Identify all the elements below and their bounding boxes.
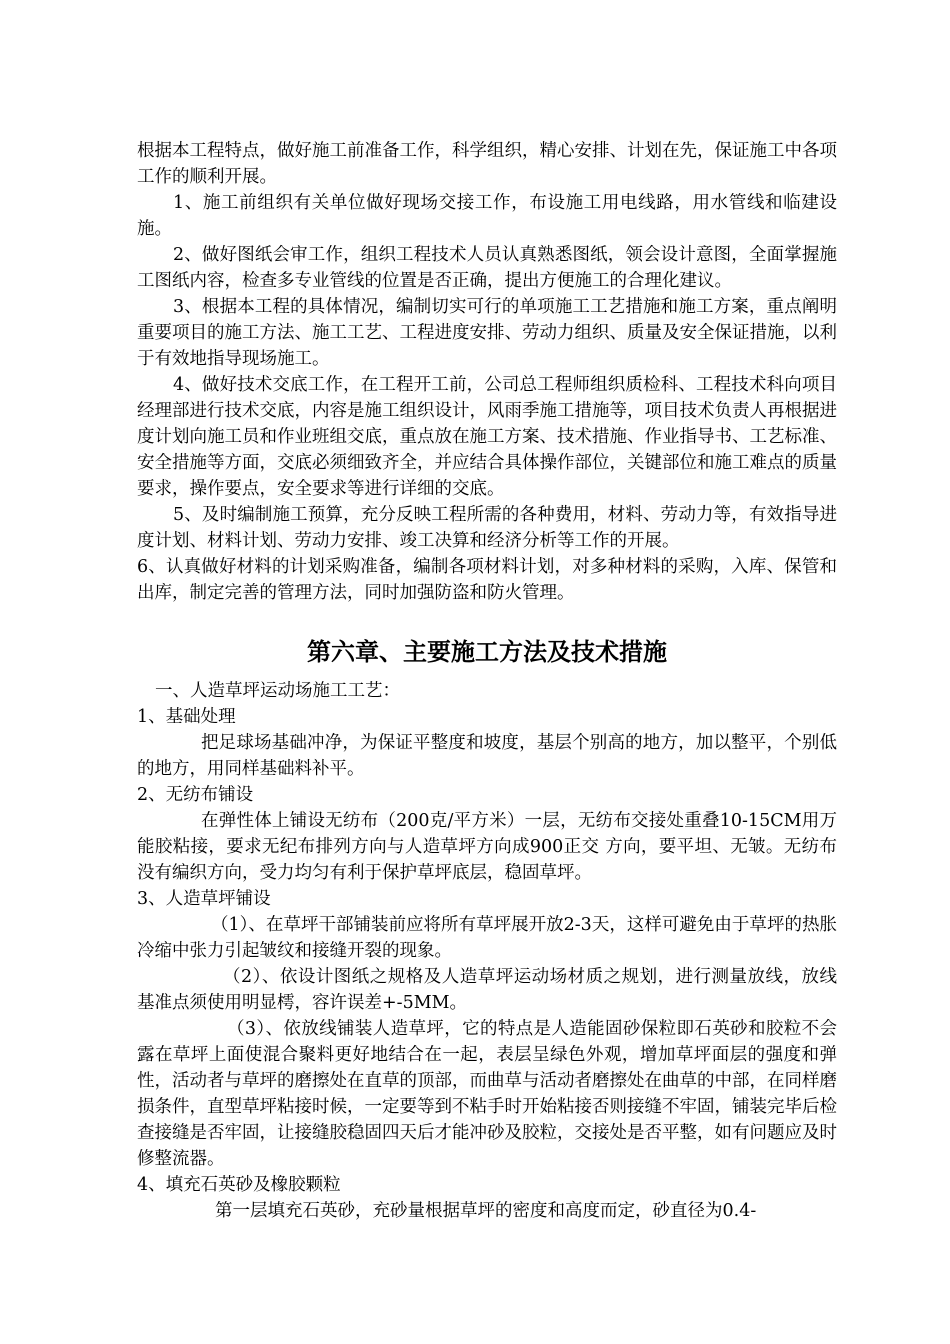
chapter-title: 第六章、主要施工方法及技术措施 <box>307 638 667 666</box>
subsection-text-3c: （3）、依放线铺装人造草坪，它的特点是人造能固砂保粒即石英砂和胶粒不会露在草坪上面使混合聚料更好地结合在一起，表层呈绿色外观，增加草坪面层的强度和弹性，活动者与草坪的磨擦处在直草的顶部，而曲草与活动者磨擦处在曲草的中部，在同样磨损条件，直型草坪粘接时候，一定要等到不粘手时开始粘接否则接缝不牢固，铺装完毕后检查接缝是否牢固，让接缝胶稳固四天后才能冲砂及胶粒，交接处是否平整，如有问题应及时修整流器。 <box>137 1019 837 1169</box>
paragraph-intro: 根据本工程特点，做好施工前准备工作，科学组织，精心安排、计划在先，保证施工中各项工作的顺利开展。 <box>137 141 837 187</box>
paragraph-item-2: 2、做好图纸会审工作，组织工程技术人员认真熟悉图纸，领会设计意图，全面掌握施工图纸内容，检查多专业管线的位置是否正确，提出方便施工的合理化建议。 <box>137 245 837 291</box>
paragraph-item-6: 6、认真做好材料的计划采购准备，编制各项材料计划，对多种材料的采购，入库、保管和出库，制定完善的管理方法，同时加强防盗和防火管理。 <box>137 557 837 603</box>
subsection-heading-2: 2、无纺布铺设 <box>137 785 254 805</box>
paragraph-item-3: 3、根据本工程的具体情况，编制切实可行的单项施工工艺措施和施工方案，重点阐明重要项目的施工方法、施工工艺、工程进度安排、劳动力组织、质量及安全保证措施，以利于有效地指导现场施工。 <box>137 297 837 369</box>
subsection-text-3b: （2）、依设计图纸之规格及人造草坪运动场材质之规划，进行测量放线，放线基准点须使用明显樗，容许误差+-5MM。 <box>137 967 837 1013</box>
paragraph-item-5: 5、及时编制施工预算，充分反映工程所需的各种费用，材料、劳动力等，有效指导进度计划、材料计划、劳动力安排、竣工决算和经济分析等工作的开展。 <box>137 505 837 551</box>
subsection-text-1: 把足球场基础冲净，为保证平整度和坡度，基层个别高的地方，加以整平，个别低的地方，用同样基础料补平。 <box>137 733 837 779</box>
subsection-heading-3: 3、人造草坪铺设 <box>137 889 271 909</box>
paragraph-item-4: 4、做好技术交底工作，在工程开工前，公司总工程师组织质检科、工程技术科向项目经理部进行技术交底，内容是施工组织设计，风雨季施工措施等，项目技术负责人再根据进度计划向施工员和作业班组交底，重点放在施工方案、技术措施、作业指导书、工艺标准、安全措施等方面，交底必须细致齐全，并应结合具体操作部位，关键部位和施工难点的质量要求，操作要点，安全要求等进行详细的交底。 <box>137 375 837 499</box>
subsection-text-4: 第一层填充石英砂，充砂量根据草坪的密度和高度而定，砂直径为0.4- <box>215 1201 757 1221</box>
subsection-text-3a: （1）、在草坪干部铺装前应将所有草坪展开放2-3天，这样可避免由于草坪的热胀冷缩中张力引起皱纹和接缝开裂的现象。 <box>137 915 837 961</box>
section-title: 一、人造草坪运动场施工工艺： <box>155 681 400 701</box>
subsection-heading-1: 1、基础处理 <box>137 707 236 727</box>
subsection-heading-4: 4、填充石英砂及橡胶颗粒 <box>137 1175 341 1195</box>
document-body <box>137 138 837 1224</box>
paragraph-item-1: 1、施工前组织有关单位做好现场交接工作，布设施工用电线路，用水管线和临建设施。 <box>137 193 837 239</box>
subsection-text-2: 在弹性体上铺设无纺布（200克/平方米）一层，无纺布交接处重叠10-15CM用万能胶粘接，要求无纪布排列方向与人造草坪方向成900正交 方向，要平坦、无皱。无纺布没有编织方向，受力均匀有利于保护草坪底层，稳固草坪。 <box>137 811 837 883</box>
